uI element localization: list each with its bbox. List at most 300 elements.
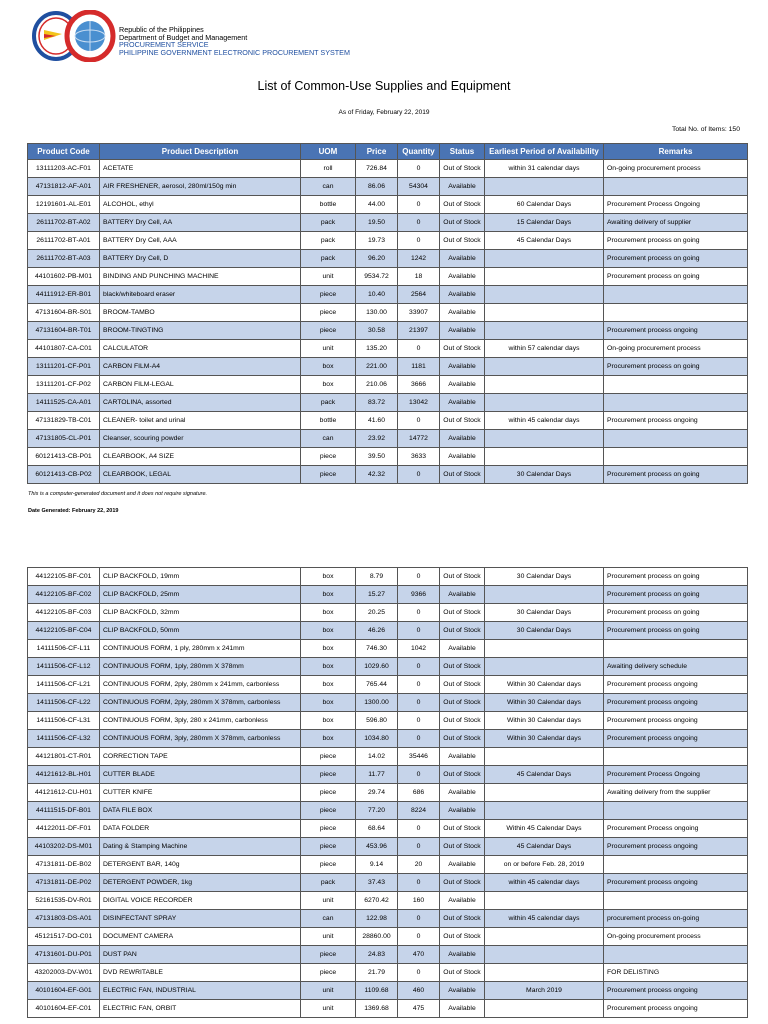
status-cell: Out of Stock <box>440 838 485 856</box>
uom-cell: bottle <box>301 412 356 430</box>
product-description-cell: DETERGENT POWDER, 1kg <box>100 874 301 892</box>
remarks-cell: Procurement process on going <box>604 604 748 622</box>
remarks-cell: On-going procurement process <box>604 340 748 358</box>
price-cell: 42.32 <box>356 466 398 484</box>
service-line: PROCUREMENT SERVICE <box>119 40 209 50</box>
quantity-cell: 54304 <box>398 178 440 196</box>
product-code-cell: 40101604-EF-C01 <box>28 1000 100 1018</box>
col-header-product-code: Product Code <box>28 144 100 160</box>
product-description-cell: CLIP BACKFOLD, 32mm <box>100 604 301 622</box>
table-row <box>28 178 748 196</box>
service-line: PHILIPPINE GOVERNMENT ELECTRONIC PROCUREMENT SYSTEM <box>119 47 350 57</box>
quantity-cell: 2564 <box>398 286 440 304</box>
table-row <box>28 964 748 982</box>
product-code-cell: 60121413-CB-P02 <box>28 466 100 484</box>
remarks-cell <box>604 946 748 964</box>
remarks-cell: Procurement process ongoing <box>604 982 748 1000</box>
status-cell: Out of Stock <box>440 658 485 676</box>
earliest-period-cell: Within 30 Calendar days <box>485 712 604 730</box>
table-row <box>28 232 748 250</box>
earliest-period-cell: 60 Calendar Days <box>485 196 604 214</box>
uom-cell: box <box>301 568 356 586</box>
product-description-cell: Dating & Stamping Machine <box>100 838 301 856</box>
price-cell: 15.27 <box>356 586 398 604</box>
quantity-cell: 1181 <box>398 358 440 376</box>
status-cell: Available <box>440 250 485 268</box>
product-code-cell: 47131811-DE-P02 <box>28 874 100 892</box>
product-code-cell: 13111203-AC-F01 <box>28 160 100 178</box>
quantity-cell: 0 <box>398 622 440 640</box>
product-description-cell: ACETATE <box>100 160 301 178</box>
price-cell: 28860.00 <box>356 928 398 946</box>
footnote: This is a computer-generated document and it does not require signature. <box>28 491 208 497</box>
status-cell: Available <box>440 430 485 448</box>
quantity-cell: 21397 <box>398 322 440 340</box>
remarks-cell: Procurement process on going <box>604 568 748 586</box>
product-description-cell: CONTINUOUS FORM, 1ply, 280mm X 378mm <box>100 658 301 676</box>
remarks-cell: On-going procurement process <box>604 160 748 178</box>
product-code-cell: 44103202-DS-M01 <box>28 838 100 856</box>
remarks-cell <box>604 376 748 394</box>
earliest-period-cell <box>485 946 604 964</box>
product-description-cell: CARBON FILM-LEGAL <box>100 376 301 394</box>
product-code-cell: 43202003-DV-W01 <box>28 964 100 982</box>
uom-cell: roll <box>301 160 356 178</box>
product-description-cell: CORRECTION TAPE <box>100 748 301 766</box>
product-description-cell: DVD REWRITABLE <box>100 964 301 982</box>
table-row <box>28 448 748 466</box>
status-cell: Out of Stock <box>440 766 485 784</box>
product-code-cell: 40101604-EF-G01 <box>28 982 100 1000</box>
product-code-cell: 44101602-PB-M01 <box>28 268 100 286</box>
product-code-cell: 47131604-BR-T01 <box>28 322 100 340</box>
product-code-cell: 47131812-AF-A01 <box>28 178 100 196</box>
price-cell: 24.83 <box>356 946 398 964</box>
table-row <box>28 766 748 784</box>
quantity-cell: 8224 <box>398 802 440 820</box>
status-cell: Available <box>440 322 485 340</box>
status-cell: Out of Stock <box>440 160 485 178</box>
remarks-cell <box>604 892 748 910</box>
quantity-cell: 33907 <box>398 304 440 322</box>
product-description-cell: DIGITAL VOICE RECORDER <box>100 892 301 910</box>
earliest-period-cell: 45 Calendar Days <box>485 232 604 250</box>
remarks-cell <box>604 748 748 766</box>
quantity-cell: 0 <box>398 412 440 430</box>
earliest-period-cell: 45 Calendar Days <box>485 766 604 784</box>
remarks-cell: Procurement process ongoing <box>604 1000 748 1018</box>
uom-cell: box <box>301 586 356 604</box>
remarks-cell: Procurement process ongoing <box>604 838 748 856</box>
ps-philgeps-logo <box>32 10 116 62</box>
table-row <box>28 802 748 820</box>
product-description-cell: DATA FILE BOX <box>100 802 301 820</box>
earliest-period-cell <box>485 964 604 982</box>
product-code-cell: 14111506-CF-L12 <box>28 658 100 676</box>
status-cell: Available <box>440 586 485 604</box>
supplies-table-page1 <box>27 143 748 484</box>
product-code-cell: 44122105-BF-C01 <box>28 568 100 586</box>
agency-line: Department of Budget and Management <box>119 32 248 42</box>
status-cell: Out of Stock <box>440 820 485 838</box>
product-description-cell: CLIP BACKFOLD, 19mm <box>100 568 301 586</box>
earliest-period-cell: Within 30 Calendar days <box>485 694 604 712</box>
quantity-cell: 35446 <box>398 748 440 766</box>
earliest-period-cell: 30 Calendar Days <box>485 622 604 640</box>
price-cell: 6270.42 <box>356 892 398 910</box>
product-description-cell: CUTTER BLADE <box>100 766 301 784</box>
quantity-cell: 3633 <box>398 448 440 466</box>
earliest-period-cell: Within 45 Calendar Days <box>485 820 604 838</box>
product-description-cell: CLEARBOOK, LEGAL <box>100 466 301 484</box>
product-code-cell: 44111912-ER-B01 <box>28 286 100 304</box>
quantity-cell: 0 <box>398 874 440 892</box>
earliest-period-cell <box>485 802 604 820</box>
remarks-cell: FOR DELISTING <box>604 964 748 982</box>
status-cell: Out of Stock <box>440 910 485 928</box>
status-cell: Available <box>440 448 485 466</box>
earliest-period-cell <box>485 640 604 658</box>
table-row <box>28 304 748 322</box>
col-header-price: Price <box>356 144 398 160</box>
uom-cell: box <box>301 604 356 622</box>
price-cell: 68.64 <box>356 820 398 838</box>
price-cell: 37.43 <box>356 874 398 892</box>
uom-cell: piece <box>301 964 356 982</box>
table-row <box>28 730 748 748</box>
table-header-row <box>28 144 748 160</box>
status-cell: Out of Stock <box>440 712 485 730</box>
status-cell: Available <box>440 892 485 910</box>
earliest-period-cell: 15 Calendar Days <box>485 214 604 232</box>
product-description-cell: CONTINUOUS FORM, 2ply, 280mm X 378mm, carbonless <box>100 694 301 712</box>
quantity-cell: 18 <box>398 268 440 286</box>
product-description-cell: CALCULATOR <box>100 340 301 358</box>
quantity-cell: 1042 <box>398 640 440 658</box>
product-code-cell: 13111201-CF-P02 <box>28 376 100 394</box>
remarks-cell <box>604 394 748 412</box>
earliest-period-cell: 30 Calendar Days <box>485 604 604 622</box>
uom-cell: box <box>301 658 356 676</box>
table-row <box>28 340 748 358</box>
status-cell: Out of Stock <box>440 568 485 586</box>
table-row <box>28 358 748 376</box>
quantity-cell: 460 <box>398 982 440 1000</box>
price-cell: 86.06 <box>356 178 398 196</box>
status-cell: Available <box>440 358 485 376</box>
price-cell: 135.20 <box>356 340 398 358</box>
table-row <box>28 694 748 712</box>
quantity-cell: 0 <box>398 232 440 250</box>
price-cell: 453.96 <box>356 838 398 856</box>
remarks-cell: Procurement process on going <box>604 358 748 376</box>
product-code-cell: 47131803-DS-A01 <box>28 910 100 928</box>
status-cell: Out of Stock <box>440 874 485 892</box>
price-cell: 746.30 <box>356 640 398 658</box>
earliest-period-cell <box>485 394 604 412</box>
product-description-cell: ALCOHOL, ethyl <box>100 196 301 214</box>
table-row <box>28 568 748 586</box>
quantity-cell: 0 <box>398 964 440 982</box>
earliest-period-cell <box>485 358 604 376</box>
remarks-cell <box>604 856 748 874</box>
product-code-cell: 44122105-BF-C03 <box>28 604 100 622</box>
quantity-cell: 14772 <box>398 430 440 448</box>
remarks-cell <box>604 430 748 448</box>
status-cell: Available <box>440 1000 485 1018</box>
product-description-cell: DETERGENT BAR, 140g <box>100 856 301 874</box>
price-cell: 1300.00 <box>356 694 398 712</box>
quantity-cell: 0 <box>398 766 440 784</box>
uom-cell: can <box>301 430 356 448</box>
remarks-cell <box>604 304 748 322</box>
quantity-cell: 0 <box>398 676 440 694</box>
status-cell: Available <box>440 178 485 196</box>
product-description-cell: BATTERY Dry Cell, D <box>100 250 301 268</box>
quantity-cell: 0 <box>398 730 440 748</box>
quantity-cell: 0 <box>398 910 440 928</box>
quantity-cell: 160 <box>398 892 440 910</box>
product-description-cell: CLEARBOOK, A4 SIZE <box>100 448 301 466</box>
price-cell: 1369.68 <box>356 1000 398 1018</box>
remarks-cell: Procurement process ongoing <box>604 712 748 730</box>
quantity-cell: 20 <box>398 856 440 874</box>
col-header-quantity: Quantity <box>398 144 440 160</box>
document-title: List of Common-Use Supplies and Equipment <box>257 79 511 93</box>
uom-cell: piece <box>301 322 356 340</box>
price-cell: 1029.60 <box>356 658 398 676</box>
price-cell: 130.00 <box>356 304 398 322</box>
price-cell: 122.98 <box>356 910 398 928</box>
table-row <box>28 622 748 640</box>
product-description-cell: Cleanser, scouring powder <box>100 430 301 448</box>
uom-cell: box <box>301 730 356 748</box>
earliest-period-cell <box>485 892 604 910</box>
remarks-cell <box>604 178 748 196</box>
quantity-cell: 0 <box>398 838 440 856</box>
uom-cell: piece <box>301 286 356 304</box>
product-code-cell: 44121612-BL-H01 <box>28 766 100 784</box>
table-row <box>28 214 748 232</box>
product-code-cell: 14111506-CF-L32 <box>28 730 100 748</box>
uom-cell: unit <box>301 1000 356 1018</box>
price-cell: 44.00 <box>356 196 398 214</box>
table-row <box>28 982 748 1000</box>
remarks-cell <box>604 448 748 466</box>
status-cell: Available <box>440 748 485 766</box>
product-code-cell: 44122011-DF-F01 <box>28 820 100 838</box>
table-row <box>28 268 748 286</box>
earliest-period-cell <box>485 376 604 394</box>
quantity-cell: 475 <box>398 1000 440 1018</box>
uom-cell: piece <box>301 802 356 820</box>
quantity-cell: 1242 <box>398 250 440 268</box>
product-description-cell: CLIP BACKFOLD, 25mm <box>100 586 301 604</box>
earliest-period-cell: within 45 calendar days <box>485 874 604 892</box>
product-code-cell: 47131604-BR-S01 <box>28 304 100 322</box>
uom-cell: piece <box>301 856 356 874</box>
product-code-cell: 12191601-AL-E01 <box>28 196 100 214</box>
status-cell: Out of Stock <box>440 412 485 430</box>
agency-block <box>119 26 350 56</box>
table-row <box>28 412 748 430</box>
table-row <box>28 874 748 892</box>
col-header-status: Status <box>440 144 485 160</box>
remarks-cell <box>604 286 748 304</box>
price-cell: 19.50 <box>356 214 398 232</box>
product-description-cell: CARBON FILM-A4 <box>100 358 301 376</box>
price-cell: 83.72 <box>356 394 398 412</box>
remarks-cell: Procurement Process Ongoing <box>604 766 748 784</box>
remarks-cell: Procurement Process Ongoing <box>604 196 748 214</box>
uom-cell: can <box>301 178 356 196</box>
product-code-cell: 26111702-BT-A02 <box>28 214 100 232</box>
uom-cell: piece <box>301 304 356 322</box>
product-code-cell: 14111506-CF-L31 <box>28 712 100 730</box>
product-description-cell: BATTERY Dry Cell, AAA <box>100 232 301 250</box>
price-cell: 20.25 <box>356 604 398 622</box>
table-row <box>28 946 748 964</box>
price-cell: 23.92 <box>356 430 398 448</box>
product-code-cell: 47131829-TB-C01 <box>28 412 100 430</box>
product-description-cell: CARTOLINA, assorted <box>100 394 301 412</box>
table-row <box>28 286 748 304</box>
price-cell: 19.73 <box>356 232 398 250</box>
table-row <box>28 928 748 946</box>
table-row <box>28 586 748 604</box>
status-cell: Available <box>440 982 485 1000</box>
earliest-period-cell: 45 Calendar Days <box>485 838 604 856</box>
product-description-cell: BINDING AND PUNCHING MACHINE <box>100 268 301 286</box>
earliest-period-cell <box>485 784 604 802</box>
earliest-period-cell: 30 Calendar Days <box>485 568 604 586</box>
table-row <box>28 430 748 448</box>
uom-cell: piece <box>301 784 356 802</box>
price-cell: 1034.80 <box>356 730 398 748</box>
table-row <box>28 196 748 214</box>
remarks-cell: Procurement process ongoing <box>604 322 748 340</box>
col-header-remarks: Remarks <box>604 144 748 160</box>
product-description-cell: DOCUMENT CAMERA <box>100 928 301 946</box>
product-code-cell: 44122105-BF-C02 <box>28 586 100 604</box>
product-description-cell: AIR FRESHENER, aerosol, 280ml/150g min <box>100 178 301 196</box>
quantity-cell: 0 <box>398 712 440 730</box>
product-description-cell: ELECTRIC FAN, ORBIT <box>100 1000 301 1018</box>
quantity-cell: 0 <box>398 604 440 622</box>
product-code-cell: 44122105-BF-C04 <box>28 622 100 640</box>
product-code-cell: 14111506-CF-L21 <box>28 676 100 694</box>
uom-cell: box <box>301 640 356 658</box>
product-description-cell: black/whiteboard eraser <box>100 286 301 304</box>
remarks-cell: Awaiting delivery from the supplier <box>604 784 748 802</box>
earliest-period-cell <box>485 286 604 304</box>
price-cell: 8.79 <box>356 568 398 586</box>
uom-cell: piece <box>301 838 356 856</box>
uom-cell: box <box>301 358 356 376</box>
quantity-cell: 0 <box>398 694 440 712</box>
uom-cell: pack <box>301 232 356 250</box>
total-items: Total No. of Items: 150 <box>671 126 740 133</box>
product-code-cell: 60121413-CB-P01 <box>28 448 100 466</box>
status-cell: Out of Stock <box>440 604 485 622</box>
table-row <box>28 712 748 730</box>
price-cell: 30.58 <box>356 322 398 340</box>
product-description-cell: BROOM-TINGTING <box>100 322 301 340</box>
price-cell: 39.50 <box>356 448 398 466</box>
uom-cell: can <box>301 910 356 928</box>
quantity-cell: 0 <box>398 466 440 484</box>
earliest-period-cell: within 45 calendar days <box>485 412 604 430</box>
earliest-period-cell <box>485 322 604 340</box>
uom-cell: piece <box>301 466 356 484</box>
table-row <box>28 466 748 484</box>
price-cell: 596.80 <box>356 712 398 730</box>
remarks-cell: Awaiting delivery schedule <box>604 658 748 676</box>
earliest-period-cell: within 45 calendar days <box>485 910 604 928</box>
remarks-cell: Procurement process ongoing <box>604 874 748 892</box>
earliest-period-cell <box>485 586 604 604</box>
product-description-cell: DISINFECTANT SPRAY <box>100 910 301 928</box>
status-cell: Out of Stock <box>440 964 485 982</box>
earliest-period-cell: on or before Feb. 28, 2019 <box>485 856 604 874</box>
table-row <box>28 784 748 802</box>
earliest-period-cell <box>485 304 604 322</box>
status-cell: Available <box>440 268 485 286</box>
price-cell: 21.79 <box>356 964 398 982</box>
uom-cell: pack <box>301 250 356 268</box>
status-cell: Out of Stock <box>440 928 485 946</box>
table-row <box>28 250 748 268</box>
earliest-period-cell <box>485 658 604 676</box>
status-cell: Available <box>440 304 485 322</box>
product-description-cell: CONTINUOUS FORM, 3ply, 280mm X 378mm, carbonless <box>100 730 301 748</box>
earliest-period-cell <box>485 928 604 946</box>
table-row <box>28 376 748 394</box>
status-cell: Out of Stock <box>440 196 485 214</box>
product-description-cell: DUST PAN <box>100 946 301 964</box>
col-header-uom: UOM <box>301 144 356 160</box>
product-description-cell: CLIP BACKFOLD, 50mm <box>100 622 301 640</box>
table-row <box>28 160 748 178</box>
uom-cell: piece <box>301 946 356 964</box>
quantity-cell: 0 <box>398 568 440 586</box>
remarks-cell: Awaiting delivery of supplier <box>604 214 748 232</box>
earliest-period-cell: within 57 calendar days <box>485 340 604 358</box>
price-cell: 14.02 <box>356 748 398 766</box>
table-row <box>28 658 748 676</box>
product-code-cell: 44101807-CA-C01 <box>28 340 100 358</box>
quantity-cell: 13042 <box>398 394 440 412</box>
table-row <box>28 838 748 856</box>
quantity-cell: 0 <box>398 196 440 214</box>
quantity-cell: 0 <box>398 214 440 232</box>
status-cell: Available <box>440 286 485 304</box>
product-description-cell: BROOM-TAMBO <box>100 304 301 322</box>
remarks-cell: Procurement process ongoing <box>604 694 748 712</box>
remarks-cell: On-going procurement process <box>604 928 748 946</box>
table-row <box>28 892 748 910</box>
remarks-cell: Procurement process on going <box>604 586 748 604</box>
quantity-cell: 0 <box>398 928 440 946</box>
status-cell: Out of Stock <box>440 676 485 694</box>
earliest-period-cell: Within 30 Calendar days <box>485 730 604 748</box>
quantity-cell: 686 <box>398 784 440 802</box>
supplies-table-page2 <box>27 567 748 1018</box>
product-description-cell: CUTTER KNIFE <box>100 784 301 802</box>
status-cell: Available <box>440 376 485 394</box>
earliest-period-cell <box>485 430 604 448</box>
uom-cell: unit <box>301 268 356 286</box>
